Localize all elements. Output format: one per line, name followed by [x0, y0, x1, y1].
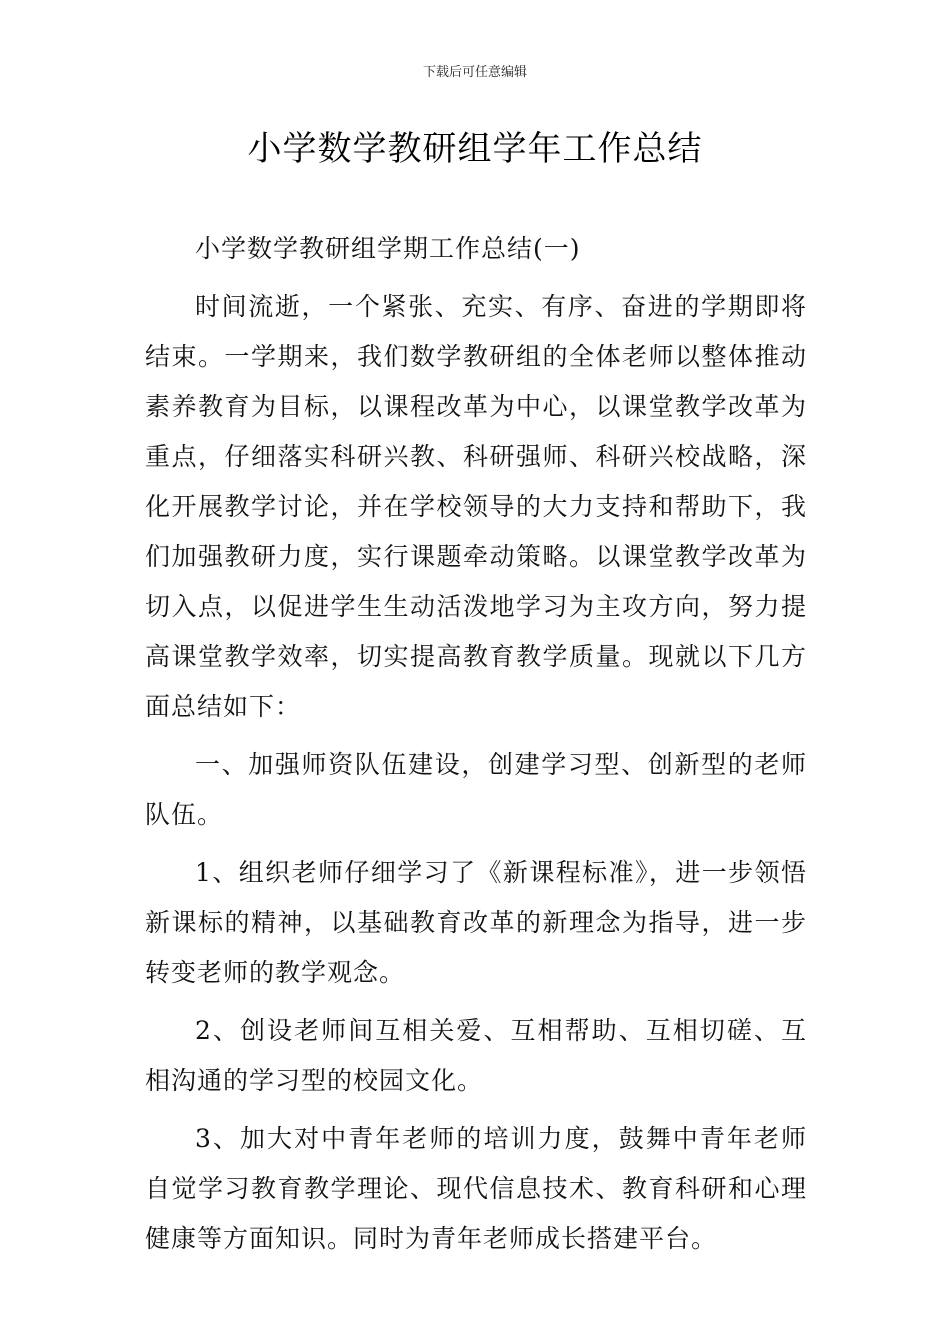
- header-note: 下载后可任意编辑: [422, 65, 527, 80]
- page-title: 小学数学教研组学年工作总结: [247, 129, 703, 169]
- paragraph-item-1: 1、组织老师仔细学习了《新课程标准》，进一步领悟新课标的精神，以基础教育改革的新理念为指导，进一步转变老师的教学观念。: [145, 858, 807, 987]
- paragraph-item-2: 2、创设老师间互相关爱、互相帮助、互相切磋、互相沟通的学习型的校园文化。: [145, 1016, 807, 1095]
- section-heading-1: 一、加强师资队伍建设，创建学习型、创新型的老师队伍。: [145, 750, 807, 829]
- paragraph-item-3: 3、加大对中青年老师的培训力度，鼓舞中青年老师自觉学习教育教学理论、现代信息技术、教育科研和心理健康等方面知识。同时为青年老师成长搭建平台。: [145, 1124, 807, 1253]
- document-body: [145, 224, 807, 1272]
- paragraph-intro: 时间流逝，一个紧张、充实、有序、奋进的学期即将结束。一学期来，我们数学教研组的全体老师以整体推动素养教育为目标，以课程改革为中心，以课堂教学改革为重点，仔细落实科研兴教、科研强师、科研兴校战略，深化开展教学讨论，并在学校领导的大力支持和帮助下，我们加强教研力度，实行课题牵动策略。以课堂教学改革为切入点，以促进学生生动活泼地学习为主攻方向，努力提高课堂教学效率，切实提高教育教学质量。现就以下几方面总结如下：: [145, 292, 807, 721]
- section-subtitle: 小学数学教研组学期工作总结(一): [195, 234, 581, 263]
